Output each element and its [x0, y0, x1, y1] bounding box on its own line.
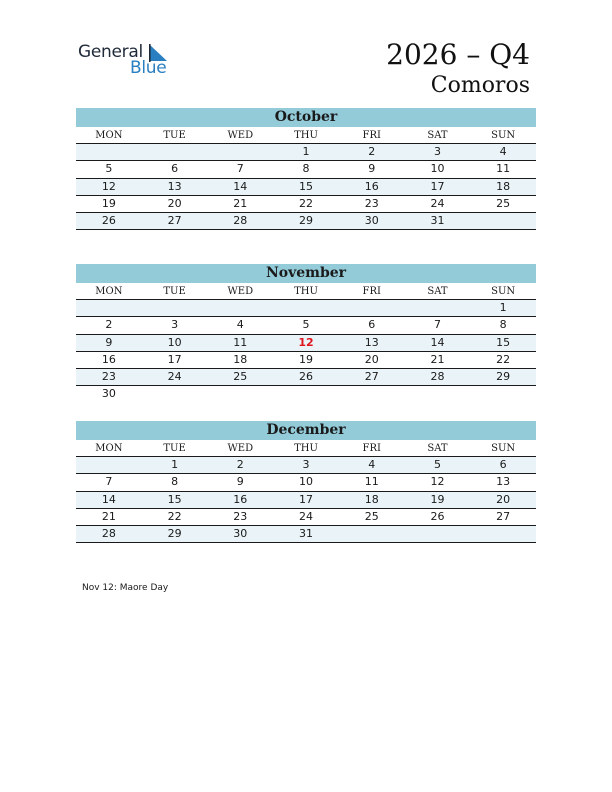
day-cell: 21 [233, 196, 248, 210]
week-row [76, 386, 536, 403]
week-row [76, 526, 536, 543]
day-cell: 7 [433, 318, 441, 332]
day-cell: 13 [496, 475, 511, 489]
weekday-label: SAT [427, 286, 448, 297]
month-december [76, 421, 536, 543]
day-cell: 31 [299, 527, 314, 541]
day-cell: 19 [101, 196, 116, 210]
day-cell: 12 [298, 335, 314, 349]
day-cell: 5 [433, 458, 441, 471]
day-cell: 21 [101, 509, 116, 523]
weekday-label: TUE [163, 286, 186, 297]
empty-day-cell [76, 457, 142, 473]
day-cell: 25 [496, 196, 511, 210]
day-cell: 16 [101, 352, 116, 366]
day-cell: 18 [364, 492, 379, 506]
empty-day-cell [339, 526, 405, 542]
day-cell: 30 [101, 387, 116, 401]
day-cell: 16 [364, 179, 379, 193]
week-row [76, 161, 536, 178]
page-title: 2026 – Q4 [386, 38, 530, 71]
day-cell: 13 [167, 179, 182, 193]
day-cell: 26 [101, 214, 116, 228]
day-cell: 19 [430, 492, 445, 506]
weekday-label: SUN [491, 286, 516, 297]
day-cell: 11 [496, 162, 511, 176]
day-cell: 3 [302, 458, 310, 471]
empty-day-cell [142, 144, 208, 160]
day-cell: 11 [233, 335, 248, 349]
day-cell: 12 [430, 475, 445, 489]
empty-day-cell [142, 386, 208, 403]
empty-day-cell [339, 386, 405, 403]
empty-day-cell [405, 526, 471, 542]
day-cell: 24 [167, 370, 182, 384]
empty-day-cell [142, 300, 208, 316]
day-cell: 14 [101, 492, 116, 506]
logo-word-general: General [78, 42, 143, 62]
day-cell: 14 [430, 335, 445, 349]
day-cell: 10 [299, 475, 314, 489]
weekday-label: THU [294, 286, 318, 297]
day-cell: 18 [496, 179, 511, 193]
day-cell: 26 [299, 370, 314, 384]
month-title: December [76, 421, 536, 440]
week-row [76, 196, 536, 213]
empty-day-cell [273, 300, 339, 316]
week-row [76, 369, 536, 386]
weekday-label: FRI [362, 443, 381, 454]
weekday-label: SAT [427, 130, 448, 141]
empty-day-cell [470, 526, 536, 542]
month-title: October [76, 108, 536, 127]
weekday-header-row [76, 440, 536, 457]
day-cell: 27 [364, 370, 379, 384]
day-cell: 29 [299, 214, 314, 228]
weekday-label: TUE [163, 130, 186, 141]
day-cell: 11 [364, 475, 379, 489]
weekday-label: WED [227, 130, 254, 141]
empty-day-cell [470, 386, 536, 403]
day-cell: 25 [233, 370, 248, 384]
week-row [76, 474, 536, 491]
weekday-label: THU [294, 443, 318, 454]
day-cell: 3 [171, 318, 179, 332]
day-cell: 5 [105, 162, 113, 176]
day-cell: 27 [167, 214, 182, 228]
week-row [76, 492, 536, 509]
week-row [76, 457, 536, 474]
day-cell: 16 [233, 492, 248, 506]
weekday-label: TUE [163, 443, 186, 454]
day-cell: 4 [368, 458, 376, 471]
day-cell: 20 [167, 196, 182, 210]
empty-day-cell [207, 386, 273, 403]
weekday-header-row [76, 127, 536, 144]
day-cell: 30 [233, 527, 248, 541]
day-cell: 24 [430, 196, 445, 210]
day-cell: 2 [368, 145, 376, 158]
weekday-label: WED [227, 443, 254, 454]
day-cell: 8 [171, 475, 179, 489]
week-row [76, 509, 536, 526]
logo-word-blue: Blue [130, 58, 167, 78]
day-cell: 10 [167, 335, 182, 349]
day-cell: 8 [302, 162, 310, 176]
day-cell: 17 [299, 492, 314, 506]
week-row [76, 144, 536, 161]
day-cell: 9 [236, 475, 244, 489]
month-october [76, 108, 536, 230]
generalblue-logo [78, 40, 178, 80]
day-cell: 9 [105, 335, 113, 349]
empty-day-cell [76, 300, 142, 316]
day-cell: 22 [496, 352, 511, 366]
day-cell: 21 [430, 352, 445, 366]
week-row [76, 317, 536, 334]
week-row [76, 213, 536, 230]
day-cell: 7 [105, 475, 113, 489]
empty-day-cell [207, 144, 273, 160]
day-cell: 23 [101, 370, 116, 384]
week-row [76, 300, 536, 317]
day-cell: 29 [167, 527, 182, 541]
day-cell: 2 [236, 458, 244, 471]
day-cell: 12 [101, 179, 116, 193]
day-cell: 22 [299, 196, 314, 210]
day-cell: 1 [302, 145, 310, 158]
day-cell: 6 [171, 162, 179, 176]
day-cell: 27 [496, 509, 511, 523]
month-title: November [76, 264, 536, 283]
day-cell: 4 [499, 145, 507, 158]
day-cell: 9 [368, 162, 376, 176]
day-cell: 6 [368, 318, 376, 332]
week-row [76, 352, 536, 369]
day-cell: 2 [105, 318, 113, 332]
day-cell: 30 [364, 214, 379, 228]
empty-day-cell [339, 300, 405, 316]
empty-day-cell [273, 386, 339, 403]
weekday-label: MON [95, 286, 123, 297]
day-cell: 13 [364, 335, 379, 349]
day-cell: 5 [302, 318, 310, 332]
weekday-label: THU [294, 130, 318, 141]
day-cell: 31 [430, 214, 445, 228]
weekday-label: WED [227, 286, 254, 297]
empty-day-cell [207, 300, 273, 316]
day-cell: 26 [430, 509, 445, 523]
holiday-note: Nov 12: Maore Day [82, 583, 169, 593]
day-cell: 4 [236, 318, 244, 332]
day-cell: 22 [167, 509, 182, 523]
weekday-label: FRI [362, 286, 381, 297]
weekday-label: MON [95, 443, 123, 454]
empty-day-cell [76, 144, 142, 160]
day-cell: 19 [299, 352, 314, 366]
day-cell: 17 [167, 352, 182, 366]
week-row [76, 179, 536, 196]
day-cell: 20 [364, 352, 379, 366]
day-cell: 28 [101, 527, 116, 541]
day-cell: 15 [496, 335, 511, 349]
empty-day-cell [470, 213, 536, 229]
weekday-label: SAT [427, 443, 448, 454]
day-cell: 8 [499, 318, 507, 332]
day-cell: 23 [364, 196, 379, 210]
day-cell: 24 [299, 509, 314, 523]
weekday-label: SUN [491, 443, 516, 454]
day-cell: 1 [171, 458, 179, 471]
country-name: Comoros [430, 73, 530, 98]
weekday-header-row [76, 283, 536, 300]
day-cell: 28 [233, 214, 248, 228]
day-cell: 6 [499, 458, 507, 471]
empty-day-cell [405, 386, 471, 403]
day-cell: 28 [430, 370, 445, 384]
month-november [76, 264, 536, 404]
weekday-label: MON [95, 130, 123, 141]
weekday-label: SUN [491, 130, 516, 141]
day-cell: 17 [430, 179, 445, 193]
day-cell: 20 [496, 492, 511, 506]
day-cell: 7 [236, 162, 244, 176]
day-cell: 18 [233, 352, 248, 366]
day-cell: 14 [233, 179, 248, 193]
day-cell: 15 [299, 179, 314, 193]
day-cell: 1 [499, 301, 507, 314]
day-cell: 3 [433, 145, 441, 158]
day-cell: 29 [496, 370, 511, 384]
empty-day-cell [405, 300, 471, 316]
weekday-label: FRI [362, 130, 381, 141]
day-cell: 15 [167, 492, 182, 506]
day-cell: 10 [430, 162, 445, 176]
day-cell: 23 [233, 509, 248, 523]
day-cell: 25 [364, 509, 379, 523]
week-row [76, 335, 536, 352]
